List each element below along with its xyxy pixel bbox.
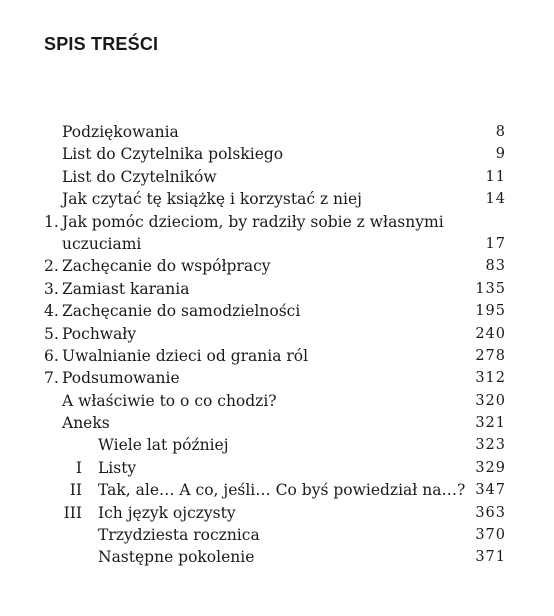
toc-entry[interactable] [44, 211, 506, 233]
toc-subentry-page: 329 [475, 459, 506, 476]
toc-entry[interactable] [44, 121, 506, 143]
toc-entry-page: 17 [485, 235, 506, 252]
toc-entry-title: Podziękowania [62, 123, 179, 141]
toc-entry-number: 2. [44, 257, 59, 276]
toc-entry-page: 278 [475, 347, 506, 364]
toc-subentry-page: 363 [475, 504, 506, 521]
toc-entry-title: Zamiast karania [62, 279, 190, 298]
toc-subentry-title: Listy [98, 458, 137, 477]
toc-entry-number: 6. [44, 346, 59, 365]
toc-entry-number: 3. [44, 279, 59, 298]
toc-entry[interactable] [44, 166, 506, 188]
toc-entry-title: Podsumowanie [62, 369, 180, 388]
toc-entry[interactable] [44, 278, 506, 300]
toc-subentry[interactable] [44, 434, 506, 456]
toc-entry-page: 11 [485, 168, 506, 185]
toc-subentry-page: 371 [475, 549, 506, 566]
toc-entry-number: 5. [44, 324, 59, 343]
toc-entry[interactable] [44, 412, 506, 434]
page-title: SPIS TREŚCI [44, 34, 159, 54]
toc-entry[interactable] [44, 345, 506, 367]
toc-entry[interactable] [44, 323, 506, 345]
toc-entry-page: 321 [475, 415, 506, 432]
toc-entry-title: Jak pomóc dzieciom, by radziły sobie z własnymi [62, 212, 444, 231]
toc-entry-page: 320 [475, 392, 506, 409]
toc-subentry-title: Wiele lat później [98, 436, 229, 455]
toc-entry-title: Jak czytać tę książkę i korzystać z niej [62, 190, 362, 209]
toc-subentry[interactable] [44, 524, 506, 546]
table-of-contents [44, 121, 506, 569]
toc-entry-page: 312 [475, 370, 506, 387]
toc-subentry-roman: I [75, 458, 82, 477]
toc-subentry-title: Ich język ojczysty [98, 503, 236, 522]
toc-subentry[interactable] [44, 546, 506, 568]
toc-subentry-page: 323 [475, 437, 506, 454]
toc-entry-title: uczuciami [62, 234, 142, 253]
toc-entry-page: 83 [485, 258, 506, 275]
toc-entry-title: Uwalnianie dzieci od grania ról [62, 346, 309, 365]
toc-entry-title: Aneks [62, 414, 110, 433]
toc-subentry-roman: II [69, 481, 82, 500]
toc-entry-page: 240 [475, 325, 506, 342]
toc-entry-title: List do Czytelnika polskiego [62, 145, 284, 164]
toc-entry[interactable] [44, 367, 506, 389]
toc-subentry-roman: III [63, 503, 82, 522]
toc-subentry-title: Tak, ale… A co, jeśli… Co byś powiedział na…? [98, 481, 466, 500]
toc-entry-page: 135 [475, 280, 506, 297]
toc-entry-page: 14 [485, 191, 506, 208]
toc-entry-number: 7. [44, 369, 59, 388]
toc-subentry-page: 370 [475, 527, 506, 544]
toc-entry[interactable] [44, 143, 506, 165]
toc-subentry-page: 347 [475, 482, 506, 499]
toc-entry[interactable] [44, 390, 506, 412]
toc-entry-page: 195 [475, 303, 506, 320]
toc-entry-title: Zachęcanie do współpracy [62, 257, 271, 276]
toc-subentry[interactable] [44, 457, 506, 479]
toc-entry-number: 1. [44, 212, 59, 231]
toc-entry[interactable] [44, 188, 506, 210]
toc-subentry[interactable] [44, 479, 506, 501]
toc-entry-title: Zachęcanie do samodzielności [62, 302, 301, 321]
toc-subentry-title: Następne pokolenie [98, 548, 255, 567]
toc-entry-page: 9 [495, 146, 506, 163]
toc-entry[interactable] [44, 255, 506, 277]
toc-entry-page: 8 [495, 124, 506, 140]
toc-entry-number: 4. [44, 302, 59, 321]
toc-entry[interactable] [44, 300, 506, 322]
toc-entry-title: Pochwały [62, 324, 137, 343]
toc-entry-title: List do Czytelników [62, 167, 217, 186]
toc-entry-title: A właściwie to o co chodzi? [62, 391, 277, 410]
toc-subentry-title: Trzydziesta rocznica [98, 526, 260, 545]
toc-subentry[interactable] [44, 502, 506, 524]
toc-entry-continuation[interactable] [44, 233, 506, 255]
